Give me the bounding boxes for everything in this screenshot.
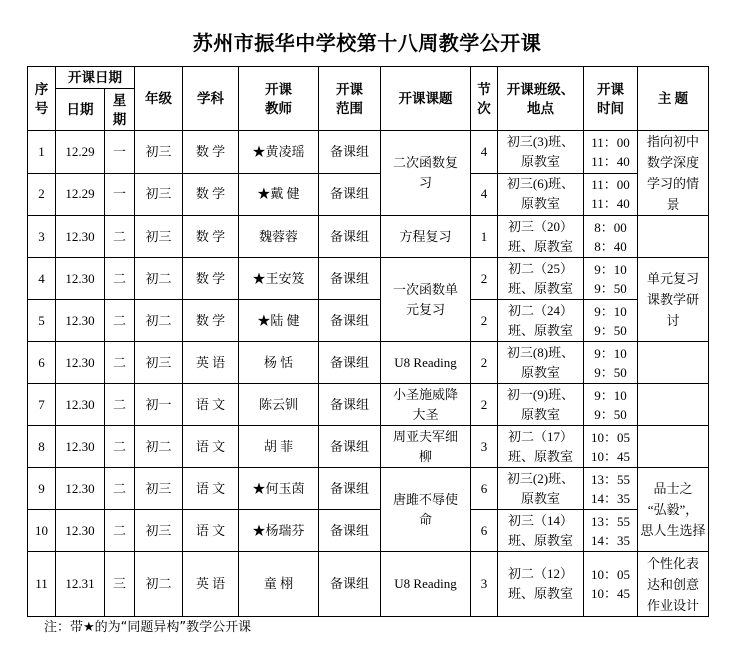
cell-scope: 备课组 [319, 342, 381, 384]
cell-topic [381, 384, 471, 426]
theme-line: 品士之 [653, 481, 693, 496]
header-time-line: 时间 [597, 100, 624, 116]
header-weekday: 星期 [105, 89, 135, 131]
cell-weekday: 二 [105, 384, 135, 426]
cell-class-location [498, 216, 584, 258]
time-start: 9：10 [594, 387, 627, 403]
time-start: 9：10 [594, 261, 627, 277]
cell-period: 1 [471, 216, 498, 258]
header-scope [319, 67, 381, 131]
cell-no: 6 [28, 342, 56, 384]
time-start: 11：00 [591, 177, 630, 193]
topic-line: 命 [418, 511, 432, 527]
class-location-line: 初三(6)班、 [506, 176, 575, 192]
class-location-line: 初三（20） [507, 218, 573, 234]
cell-period: 2 [471, 342, 498, 384]
cell-theme [638, 552, 709, 617]
cell-teacher: 胡 菲 [239, 426, 319, 468]
topic-line: 小圣施威降 [392, 386, 458, 402]
topic-line: 唐雎不辱使 [392, 491, 458, 507]
cell-weekday: 一 [105, 173, 135, 216]
cell-date: 12.30 [56, 342, 105, 384]
cell-topic [381, 552, 471, 617]
class-location-line: 班、原教室 [507, 448, 573, 464]
cell-date: 12.29 [56, 131, 105, 174]
cell-subject: 语 文 [183, 384, 239, 426]
cell-subject: 英 语 [183, 342, 239, 384]
cell-teacher: 童 栩 [239, 552, 319, 617]
table-row [28, 258, 709, 300]
cell-no: 1 [28, 131, 56, 174]
header-teacher-line: 开课 [265, 81, 292, 97]
header-theme: 主 题 [638, 67, 709, 131]
cell-no: 2 [28, 173, 56, 216]
cell-weekday: 二 [105, 468, 135, 510]
cell-subject: 英 语 [183, 552, 239, 617]
table-row [28, 384, 709, 426]
cell-class-location [498, 131, 584, 174]
class-location-line: 原教室 [520, 406, 560, 422]
cell-period: 4 [471, 173, 498, 216]
cell-period: 6 [471, 510, 498, 552]
cell-date: 12.30 [56, 216, 105, 258]
page-title: 苏州市振华中学校第十八周教学公开课 [192, 33, 542, 55]
cell-weekday: 二 [105, 426, 135, 468]
time-start: 10：05 [590, 567, 630, 582]
cell-class-location [498, 426, 584, 468]
cell-topic [381, 426, 471, 468]
class-location-line: 初三(3)班、 [506, 133, 575, 149]
topic-line: 柳 [418, 448, 432, 464]
cell-scope: 备课组 [319, 426, 381, 468]
table-row [28, 510, 709, 552]
class-location-line: 初二（17） [507, 428, 573, 444]
class-location-line: 初二（24） [507, 302, 573, 318]
cell-no: 4 [28, 258, 56, 300]
topic-line: 方程复习 [399, 228, 452, 244]
cell-period: 6 [471, 468, 498, 510]
header-class-location-line: 地点 [527, 100, 554, 116]
cell-time [584, 173, 638, 216]
class-location-line: 班、原教室 [507, 322, 573, 338]
cell-grade: 初三 [135, 216, 183, 258]
cell-time [584, 510, 638, 552]
cell-date: 12.30 [56, 468, 105, 510]
theme-line: 讨 [666, 313, 680, 328]
cell-class-location [498, 173, 584, 216]
theme-line: 数学深度 [646, 155, 699, 170]
theme-line: 个性化表 [646, 555, 699, 571]
cell-subject: 数 学 [183, 300, 239, 342]
cell-time [584, 216, 638, 258]
cell-teacher: ★杨瑞芬 [239, 510, 319, 552]
table-row [28, 468, 709, 510]
time-end: 14：35 [590, 532, 630, 548]
theme-line: 景 [666, 197, 680, 212]
cell-period: 3 [471, 426, 498, 468]
cell-teacher: 陈云钏 [239, 384, 319, 426]
class-location-line: 原教室 [520, 196, 560, 212]
theme-line: 思人生选择 [640, 523, 706, 538]
theme-line: 作业设计 [646, 597, 699, 613]
time-end: 8：40 [594, 238, 627, 254]
cell-class-location [498, 384, 584, 426]
header-row [28, 67, 709, 89]
cell-theme [638, 131, 709, 216]
cell-grade: 初三 [135, 342, 183, 384]
class-location-line: 初三(2)班、 [506, 470, 575, 486]
time-start: 9：10 [594, 303, 627, 319]
cell-weekday: 一 [105, 131, 135, 174]
class-location-line: 班、原教室 [507, 586, 573, 601]
header-class-location [498, 67, 584, 131]
cell-class-location [498, 342, 584, 384]
footnote: 注：带★的为“同题异构”教学公开课 [44, 620, 252, 635]
cell-weekday: 二 [105, 300, 135, 342]
time-end: 9：50 [594, 280, 627, 296]
theme-line: 达和创意 [646, 576, 699, 592]
header-subject: 学科 [183, 67, 239, 131]
cell-time [584, 131, 638, 174]
table-body [28, 131, 709, 617]
time-end: 9：50 [594, 364, 627, 380]
cell-grade: 初二 [135, 426, 183, 468]
class-location-line: 初三(8)班、 [506, 344, 575, 360]
time-end: 10：45 [590, 586, 630, 601]
cell-class-location [498, 258, 584, 300]
cell-no: 10 [28, 510, 56, 552]
cell-period: 3 [471, 552, 498, 617]
cell-topic [381, 258, 471, 342]
cell-date: 12.30 [56, 258, 105, 300]
cell-scope: 备课组 [319, 552, 381, 617]
cell-subject: 数 学 [183, 131, 239, 174]
class-location-line: 班、原教室 [507, 238, 573, 254]
cell-grade: 初二 [135, 258, 183, 300]
cell-grade: 初二 [135, 300, 183, 342]
cell-grade: 初三 [135, 510, 183, 552]
time-start: 10：05 [590, 429, 630, 445]
table-row [28, 131, 709, 174]
time-end: 9：50 [594, 406, 627, 422]
topic-line: 二次函数复 [392, 155, 458, 170]
cell-topic [381, 216, 471, 258]
time-start: 9：10 [594, 345, 627, 361]
table-row [28, 173, 709, 216]
header-time-line: 开课 [597, 81, 624, 97]
table-header [28, 67, 709, 131]
table-row [28, 426, 709, 468]
time-end: 10：45 [590, 448, 630, 464]
header-teacher [239, 67, 319, 131]
cell-no: 8 [28, 426, 56, 468]
header-grade: 年级 [135, 67, 183, 131]
cell-scope: 备课组 [319, 510, 381, 552]
cell-class-location [498, 552, 584, 617]
cell-teacher: ★戴 健 [239, 173, 319, 216]
class-location-line: 原教室 [520, 364, 560, 380]
header-scope-line: 范围 [336, 100, 363, 116]
cell-class-location [498, 468, 584, 510]
time-end: 14：35 [590, 490, 630, 506]
class-location-line: 原教室 [520, 153, 560, 169]
class-location-line: 班、原教室 [507, 280, 573, 296]
cell-grade: 初一 [135, 384, 183, 426]
cell-weekday: 二 [105, 216, 135, 258]
time-end: 11：40 [591, 153, 630, 169]
cell-teacher: ★陆 健 [239, 300, 319, 342]
cell-scope: 备课组 [319, 173, 381, 216]
cell-date: 12.30 [56, 300, 105, 342]
cell-teacher: 魏蓉蓉 [239, 216, 319, 258]
class-location-line: 初二（25） [507, 260, 573, 276]
cell-date: 12.30 [56, 426, 105, 468]
topic-line: 习 [418, 175, 432, 190]
cell-scope: 备课组 [319, 131, 381, 174]
cell-time [584, 426, 638, 468]
cell-time [584, 300, 638, 342]
cell-topic [381, 342, 471, 384]
cell-grade: 初三 [135, 173, 183, 216]
cell-subject: 语 文 [183, 468, 239, 510]
topic-line: 大圣 [412, 406, 439, 422]
cell-scope: 备课组 [319, 216, 381, 258]
cell-no: 3 [28, 216, 56, 258]
cell-grade: 初三 [135, 468, 183, 510]
cell-theme [638, 216, 709, 258]
theme-line: 单元复习 [646, 271, 699, 286]
cell-time [584, 384, 638, 426]
cell-period: 4 [471, 131, 498, 174]
theme-line: 课教学研 [646, 292, 699, 307]
cell-no: 11 [28, 552, 56, 617]
cell-time [584, 552, 638, 617]
cell-topic [381, 468, 471, 552]
cell-class-location [498, 510, 584, 552]
cell-weekday: 二 [105, 342, 135, 384]
cell-period: 2 [471, 384, 498, 426]
topic-line: U8 Reading [394, 576, 457, 591]
cell-subject: 数 学 [183, 258, 239, 300]
cell-theme [638, 426, 709, 468]
class-location-line: 初三（14） [507, 512, 573, 528]
schedule-table [27, 66, 709, 617]
cell-subject: 语 文 [183, 426, 239, 468]
class-location-line: 初二（12） [507, 566, 573, 581]
cell-scope: 备课组 [319, 468, 381, 510]
cell-class-location [498, 300, 584, 342]
topic-line: 周亚夫军细 [392, 428, 458, 444]
time-start: 13：55 [590, 471, 630, 487]
cell-date: 12.29 [56, 173, 105, 216]
cell-no: 5 [28, 300, 56, 342]
time-start: 13：55 [590, 513, 630, 529]
cell-grade: 初二 [135, 552, 183, 617]
cell-teacher: ★何玉茵 [239, 468, 319, 510]
cell-subject: 数 学 [183, 216, 239, 258]
cell-period: 2 [471, 258, 498, 300]
cell-weekday: 二 [105, 510, 135, 552]
cell-date: 12.31 [56, 552, 105, 617]
class-location-line: 原教室 [520, 490, 560, 506]
cell-teacher: 杨 恬 [239, 342, 319, 384]
header-date: 日期 [56, 89, 105, 131]
cell-date: 12.30 [56, 510, 105, 552]
cell-time [584, 258, 638, 300]
cell-subject: 语 文 [183, 510, 239, 552]
header-period: 节次 [471, 67, 498, 131]
time-start: 8：00 [594, 219, 627, 235]
table-row [28, 300, 709, 342]
cell-time [584, 468, 638, 510]
header-topic: 开课课题 [381, 67, 471, 131]
cell-grade: 初三 [135, 131, 183, 174]
time-end: 9：50 [594, 322, 627, 338]
cell-teacher: ★黄凌瑶 [239, 131, 319, 174]
cell-weekday: 三 [105, 552, 135, 617]
cell-scope: 备课组 [319, 300, 381, 342]
cell-theme [638, 384, 709, 426]
theme-line: “弘毅”， [647, 502, 699, 517]
topic-line: 一次函数单 [392, 281, 458, 297]
class-location-line: 班、原教室 [507, 532, 573, 548]
cell-weekday: 二 [105, 258, 135, 300]
cell-date: 12.30 [56, 384, 105, 426]
cell-topic [381, 131, 471, 216]
cell-period: 2 [471, 300, 498, 342]
cell-scope: 备课组 [319, 384, 381, 426]
header-teacher-line: 教师 [265, 100, 292, 116]
class-location-line: 初一(9)班、 [506, 386, 575, 402]
header-date-group: 开课日期 [56, 67, 135, 89]
table-row [28, 216, 709, 258]
time-start: 11：00 [591, 134, 630, 150]
cell-teacher: ★王安笈 [239, 258, 319, 300]
table-row [28, 342, 709, 384]
time-end: 11：40 [591, 196, 630, 212]
theme-line: 指向初中 [646, 134, 699, 149]
cell-time [584, 342, 638, 384]
header-time [584, 67, 638, 131]
cell-theme [638, 342, 709, 384]
header-no: 序号 [28, 67, 56, 131]
cell-theme [638, 468, 709, 552]
cell-scope: 备课组 [319, 258, 381, 300]
cell-no: 9 [28, 468, 56, 510]
cell-no: 7 [28, 384, 56, 426]
topic-line: U8 Reading [394, 354, 457, 370]
table-row [28, 552, 709, 617]
header-class-location-line: 开课班级、 [506, 81, 575, 97]
cell-theme [638, 258, 709, 342]
cell-subject: 数 学 [183, 173, 239, 216]
header-scope-line: 开课 [336, 81, 363, 97]
theme-line: 学习的情 [646, 176, 699, 191]
topic-line: 元复习 [405, 301, 445, 317]
